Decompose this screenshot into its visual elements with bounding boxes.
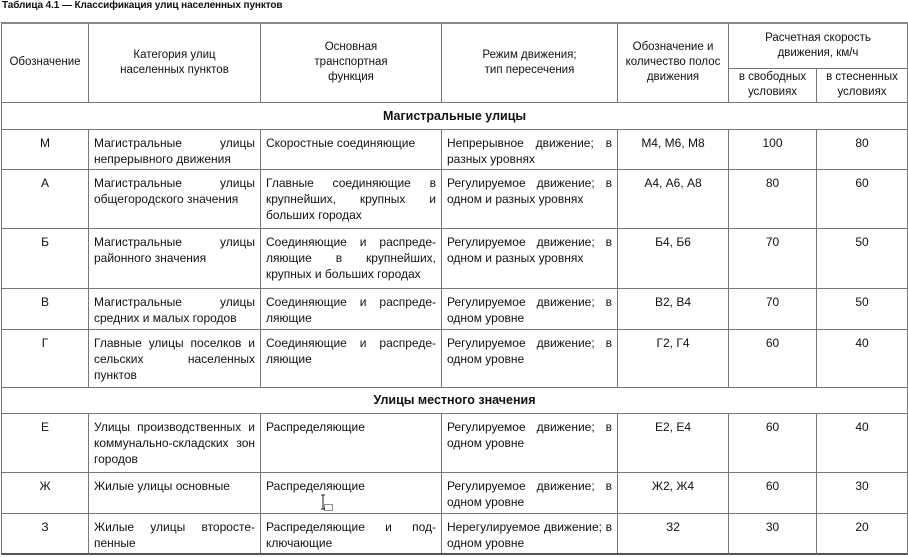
cell-mode: Регулируемое движение; в одном и разных уровнях — [442, 169, 618, 228]
table-row — [2, 288, 908, 329]
cell-category: Магистральные улицы непрерывного движения — [89, 129, 261, 169]
streets-classification-table — [1, 22, 908, 555]
cell-code: А — [2, 169, 89, 228]
cell-speed-free: 60 — [729, 329, 817, 387]
cell-lanes: Е2, Е4 — [618, 413, 729, 472]
cell-category: Главные улицы поселков и сельских населенных пунктов — [89, 329, 261, 387]
table-row — [2, 129, 908, 169]
cell-code: Е — [2, 413, 89, 472]
cell-lanes: З2 — [618, 513, 729, 554]
cell-lanes: Б4, Б6 — [618, 228, 729, 288]
cell-category: Магистральные улицы общегородского значения — [89, 169, 261, 228]
header-speed: Расчетная скорость движения, км/ч — [729, 23, 908, 68]
cell-code: Г — [2, 329, 89, 387]
cell-speed-free: 70 — [729, 228, 817, 288]
cell-speed-tight: 40 — [817, 413, 908, 472]
cell-mode: Регулируемое движение; в одном уровне — [442, 288, 618, 329]
cell-lanes: А4, А6, А8 — [618, 169, 729, 228]
text-cursor-icon — [320, 494, 334, 512]
cell-mode: Нерегулируемое движение; в одном уровне — [442, 513, 618, 554]
header-function: Основная транспортная функция — [261, 23, 442, 102]
table-caption: Таблица 4.1 — Классификация улиц населенных пунктов — [2, 0, 283, 11]
cell-category: Магистральные улицы районного значения — [89, 228, 261, 288]
table-row — [2, 228, 908, 288]
cell-speed-tight: 50 — [817, 228, 908, 288]
cell-function: Соединяющие и распределяющие в крупнейших, крупных и больших городах — [261, 228, 442, 288]
cell-mode: Регулируемое движение; в одном уровне — [442, 472, 618, 513]
cell-speed-tight: 50 — [817, 288, 908, 329]
section-row — [2, 387, 908, 413]
cell-function: Скоростные соединяющие — [261, 129, 442, 169]
cell-category: Жилые улицы второстепенные — [89, 513, 261, 554]
table-row — [2, 472, 908, 513]
cell-function: Распределяющие и подключающие — [261, 513, 442, 554]
cell-mode: Регулируемое движение; в одном и разных уровнях — [442, 228, 618, 288]
cell-speed-free: 80 — [729, 169, 817, 228]
cell-function: Соединяющие и распределяющие — [261, 288, 442, 329]
cell-speed-tight: 30 — [817, 472, 908, 513]
cell-category: Улицы производственных и коммунально-складских зон городов — [89, 413, 261, 472]
table-row — [2, 169, 908, 228]
cell-function: Распределяющие — [261, 413, 442, 472]
header-speed-free: в свободных условиях — [729, 68, 817, 102]
cell-speed-free: 60 — [729, 413, 817, 472]
cell-code: М — [2, 129, 89, 169]
cell-function: Соединяющие и распределяющие — [261, 329, 442, 387]
cell-speed-tight: 40 — [817, 329, 908, 387]
section-title: Улицы местного значения — [2, 387, 908, 413]
cell-speed-tight: 80 — [817, 129, 908, 169]
cell-speed-free: 100 — [729, 129, 817, 169]
cell-code: З — [2, 513, 89, 554]
cell-speed-free: 60 — [729, 472, 817, 513]
section-title: Магистральные улицы — [2, 102, 908, 129]
section-row — [2, 102, 908, 129]
cell-lanes: М4, М6, М8 — [618, 129, 729, 169]
cell-function: Главные соединяющие в крупнейших, крупных и больших городах — [261, 169, 442, 228]
cell-speed-tight: 60 — [817, 169, 908, 228]
cell-lanes: Ж2, Ж4 — [618, 472, 729, 513]
cell-code: В — [2, 288, 89, 329]
header-lanes: Обозначение и количество полос движения — [618, 23, 729, 102]
cell-lanes: В2, В4 — [618, 288, 729, 329]
cell-code: Б — [2, 228, 89, 288]
cell-category: Магистральные улицы средних и малых городов — [89, 288, 261, 329]
table-row — [2, 413, 908, 472]
cell-speed-tight: 20 — [817, 513, 908, 554]
header-category: Категория улиц населенных пунктов — [89, 23, 261, 102]
header-speed-tight: в стесненных условиях — [817, 68, 908, 102]
cell-mode: Регулируемое движение; в одном уровне — [442, 329, 618, 387]
header-designation: Обозначение — [2, 23, 89, 102]
table-row — [2, 329, 908, 387]
header-mode: Режим движения; тип пересечения — [442, 23, 618, 102]
cell-mode: Регулируемое движение; в одном уровне — [442, 413, 618, 472]
cell-speed-free: 70 — [729, 288, 817, 329]
cell-speed-free: 30 — [729, 513, 817, 554]
table-row — [2, 513, 908, 554]
cell-function: Распределяющие — [261, 472, 442, 513]
cell-code: Ж — [2, 472, 89, 513]
cell-lanes: Г2, Г4 — [618, 329, 729, 387]
cell-category: Жилые улицы основные — [89, 472, 261, 513]
cell-mode: Непрерывное движение; в разных уровнях — [442, 129, 618, 169]
